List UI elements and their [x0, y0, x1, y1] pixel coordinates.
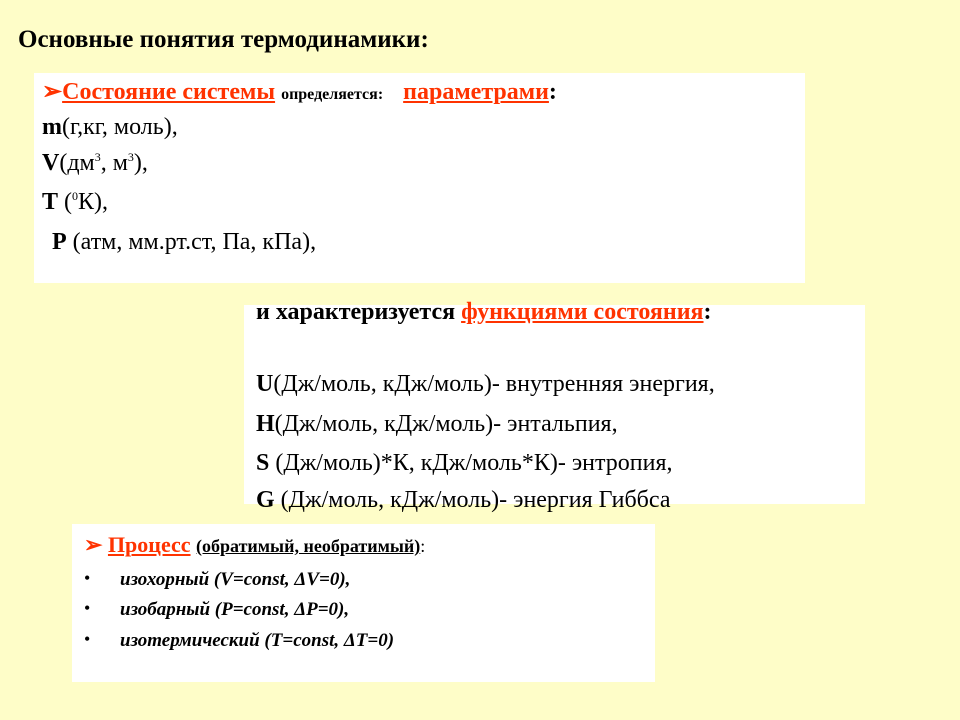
bullet-icon: • [84, 629, 91, 649]
process-colon: : [420, 536, 426, 556]
bullet-icon: • [84, 568, 91, 588]
state-functions-box [244, 299, 865, 513]
process-isobaric: изобарный (P=const, ΔP=0), [120, 599, 350, 620]
state-heading-line [42, 77, 557, 106]
function-internal-energy: U(Дж/моль, кДж/моль)- внутренняя энергия, [256, 371, 715, 397]
slide-title: Основные понятия термодинамики: [18, 26, 429, 53]
functions-heading-line [256, 299, 712, 326]
process-types: (обратимый, необратимый) [196, 536, 421, 556]
functions-term: функциями состояния [461, 299, 704, 325]
process-isothermal: изотермический (T=const, ΔT=0) [120, 630, 395, 651]
function-enthalpy: H(Дж/моль, кДж/моль)- энтальпия, [256, 411, 618, 437]
process-isochoric: изохорный (V=const, ΔV=0), [120, 569, 351, 590]
param-pressure: P (атм, мм.рт.ст, Па, кПа), [52, 229, 317, 255]
param-volume: $V(дм^3$, $м^3$), [42, 150, 148, 176]
arrow-bullet-icon: ➢ [84, 532, 103, 557]
param-mass: m(г,кг, моль), [42, 114, 178, 140]
process-heading-line [84, 532, 425, 558]
process-heading: Процесс [107, 532, 191, 557]
state-verb: определяется: [281, 86, 384, 103]
parameters-term: параметрами [403, 79, 549, 105]
functions-colon: : [703, 299, 712, 325]
state-parameters-box [34, 73, 805, 283]
function-gibbs-energy: G (Дж/моль, кДж/моль)- энергия Гиббса [256, 487, 671, 513]
arrow-bullet-icon: ➢ [42, 79, 63, 105]
functions-intro: и характеризуется [256, 299, 462, 325]
process-box [72, 524, 655, 682]
function-entropy: S (Дж/моль)*К, кДж/моль*К)- энтропия, [256, 450, 673, 476]
state-heading: Состояние системы [62, 79, 276, 105]
parameters-colon: : [548, 79, 557, 105]
bullet-icon: • [84, 598, 91, 618]
param-temperature: T ($^0$К), [42, 189, 109, 215]
